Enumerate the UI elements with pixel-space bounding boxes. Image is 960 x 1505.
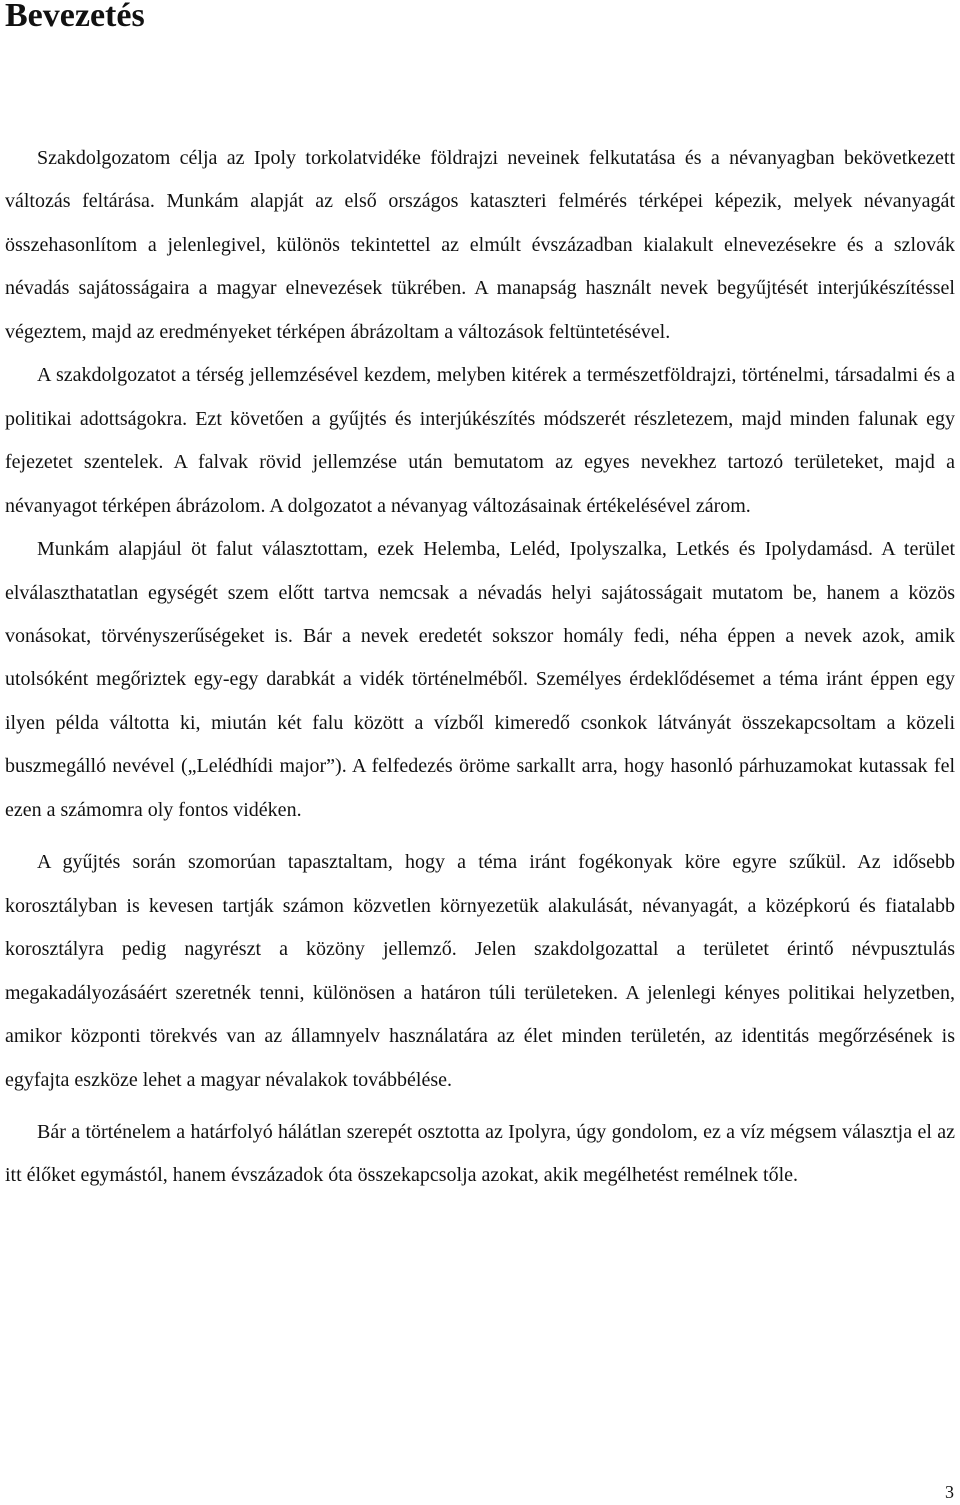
- paragraph-2: A szakdolgozatot a térség jellemzésével kezdem, melyben kitérek a természetföldrajzi, történelmi, társadalmi és a politikai adottságokra. Ezt követően a gyűjtés és interjúkészítés módszerét részletezem, majd minden falunak egy fejezetet szentelek. A falvak rövid jellemzése után bemutatom az egyes nevekhez tartozó területeket, majd a névanyagot térképen ábrázolom. A dolgozatot a névanyag változásainak értékelésével zárom.: [5, 364, 955, 517]
- section-heading: Bevezetés: [5, 0, 145, 34]
- paragraph-3: Munkám alapjául öt falut választottam, ezek Helemba, Leléd, Ipolyszalka, Letkés és Ipolydamásd. A terület elválaszthatatlan egységét szem előtt tartva nemcsak a névadás helyi sajátosságait mutatom be, hanem a közös vonásokat, törvényszerűségeket is. Bár a nevek eredetét sokszor homály fedi, néha éppen a nevek azok, amik utolsóként megőriztek egy-egy darabkát a vidék történelméből. Személyes érdeklődésemet a téma iránt éppen egy ilyen példa váltotta ki, miután két falu között a vízből kimeredő csonkok látványát összekapcsoltam a közeli buszmegálló nevével („Lelédhídi major”). A felfedezés öröme sarkallt arra, hogy hasonló párhuzamokat kutassak fel ezen a számomra oly fontos vidéken.: [5, 538, 955, 821]
- page-number: 3: [945, 1482, 954, 1502]
- paragraph-5: Bár a történelem a határfolyó hálátlan szerepét osztotta az Ipolyra, úgy gondolom, ez a víz mégsem választja el az itt élőket egymástól, hanem évszázadok óta összekapcsolja azokat, akik megélhetést remélnek tőle.: [5, 1120, 955, 1187]
- paragraph-4: A gyűjtés során szomorúan tapasztaltam, hogy a téma iránt fogékonyak köre egyre szűkül. Az idősebb korosztályban is kevesen tartják számon közvetlen környezetük alakulását, névanyagát, a középkorú és fiatalabb korosztályra pedig nagyrészt a közöny jellemző. Jelen szakdolgozattal a területet érintő névpusztulás megakadályozásáért szeretnék tenni, különösen a határon túli területeken. A jelenlegi kényes politikai helyzetben, amikor központi törekvés van az államnyelv használatára az élet minden területén, az identitás megőrzésének is egyfajta eszköze lehet a magyar névalakok továbbélése.: [5, 851, 955, 1091]
- paragraph-1: Szakdolgozatom célja az Ipoly torkolatvidéke földrajzi neveinek felkutatása és a névanyagban bekövetkezett változás feltárása. Munkám alapját az első országos kataszteri felmérés térképei képezik, melyek névanyagát összehasonlítom a jelenlegivel, különös tekintettel az elmúlt évszázadban kialakult elnevezésekre és a szlovák névadás sajátosságaira a magyar elnevezések tükrében. A manapság használt nevek begyűjtését interjúkészítéssel végeztem, majd az eredményeket térképen ábrázoltam a változások feltüntetésével.: [5, 147, 955, 343]
- body-text: [5, 137, 955, 1198]
